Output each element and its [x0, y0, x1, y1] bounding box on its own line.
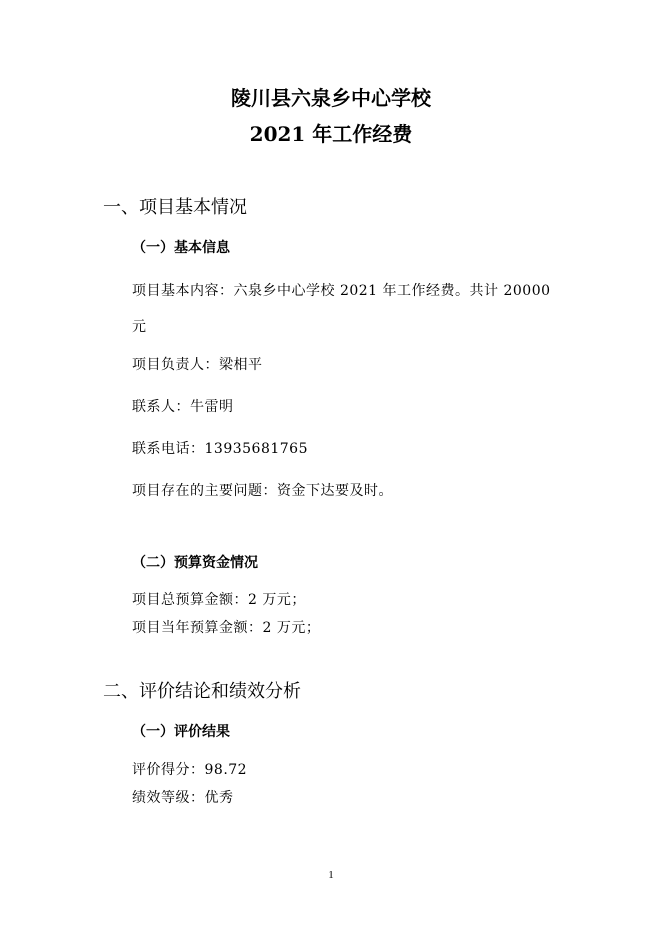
project-contact: 联系人：牛雷明 — [132, 399, 234, 415]
performance-grade: 绩效等级：优秀 — [132, 790, 234, 806]
year-budget: 项目当年预算金额：2 万元； — [132, 620, 321, 636]
section2-heading: 二、评价结论和绩效分析 — [103, 681, 301, 702]
section1-sub2-heading: （二）预算资金情况 — [132, 555, 258, 571]
section1-sub1-heading: （一）基本信息 — [132, 240, 230, 256]
section1-heading: 一、项目基本情况 — [103, 197, 247, 218]
document-title-line1: 陵川县六泉乡中心学校 — [231, 86, 431, 110]
section2-sub1-heading: （一）评价结果 — [132, 724, 230, 740]
page-number: 1 — [328, 869, 334, 881]
project-leader: 项目负责人：梁相平 — [132, 357, 263, 373]
evaluation-score: 评价得分：98.72 — [132, 762, 248, 778]
project-content-line1: 项目基本内容：六泉乡中心学校 2021 年工作经费。共计 20000 — [132, 283, 551, 299]
project-phone: 联系电话：13935681765 — [132, 441, 308, 457]
total-budget: 项目总预算金额：2 万元； — [132, 592, 306, 608]
project-problem: 项目存在的主要问题：资金下达要及时。 — [132, 483, 393, 499]
project-content-line2: 元 — [132, 319, 147, 335]
document-title-line2: 2021 年工作经费 — [249, 122, 413, 146]
